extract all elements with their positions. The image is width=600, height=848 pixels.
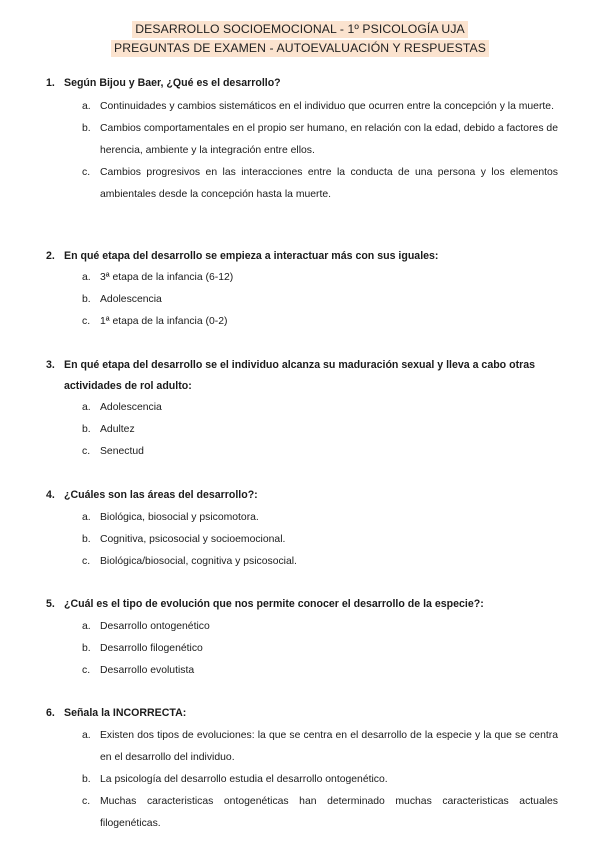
option-text: Biológica/biosocial, cognitiva y psicosocial.: [100, 556, 297, 567]
option-label: a.: [82, 272, 91, 283]
option-c: [46, 162, 558, 206]
option-label: c.: [82, 446, 91, 457]
question-number: 1.: [46, 77, 55, 89]
option-a: [46, 96, 558, 118]
option-text: Biológica, biosocial y psicomotora.: [100, 512, 259, 523]
question-text: Según Bijou y Baer, ¿Qué es el desarrollo?: [64, 77, 281, 89]
question-text: En qué etapa del desarrollo se el individuo alcanza su maduración sexual y lleva a cabo otras actividades de rol adulto:: [64, 359, 536, 392]
option-text: 1ª etapa de la infancia (0-2): [100, 316, 228, 327]
question-number: 6.: [46, 707, 55, 719]
option-text: Desarrollo evolutista: [100, 665, 195, 676]
option-c: [46, 791, 558, 835]
option-text: Desarrollo filogenético: [100, 643, 203, 654]
option-b: [46, 638, 558, 660]
question-text: ¿Cuáles son las áreas del desarrollo?:: [64, 489, 258, 501]
question-number: 4.: [46, 489, 55, 501]
question-number: 2.: [46, 250, 55, 262]
option-text: Cognitiva, psicosocial y socioemocional.: [100, 534, 286, 545]
question-title: [46, 485, 558, 506]
option-text: Existen dos tipos de evoluciones: la que se centra en el desarrollo de la especie y la que se centra en el desarrollo del individuo.: [100, 730, 558, 763]
question-text: Señala la INCORRECTA:: [64, 707, 187, 719]
question-title: [46, 355, 558, 397]
option-label: b.: [82, 534, 91, 545]
option-a: [46, 616, 558, 638]
option-text: Continuidades y cambios sistemáticos en el individuo que ocurren entre la concepción y la muerte.: [100, 101, 554, 112]
option-label: c.: [82, 665, 91, 676]
option-label: b.: [82, 424, 91, 435]
question-6: [46, 703, 558, 835]
option-label: c.: [82, 796, 91, 807]
option-a: [46, 507, 558, 529]
question-4: [46, 485, 558, 573]
question-title: [46, 246, 558, 267]
option-b: [46, 769, 558, 791]
option-label: b.: [82, 774, 91, 785]
question-text: En qué etapa del desarrollo se empieza a interactuar más con sus iguales:: [64, 250, 439, 262]
question-number: 3.: [46, 359, 55, 371]
option-a: [46, 397, 558, 419]
question-text: ¿Cuál es el tipo de evolución que nos permite conocer el desarrollo de la especie?:: [64, 598, 484, 610]
option-label: a.: [82, 730, 91, 741]
option-c: [46, 660, 558, 682]
option-text: Cambios progresivos en las interacciones entre la conducta de una persona y los elementos ambientales desde la concepción hasta la muerte.: [100, 167, 558, 200]
question-title: [46, 703, 558, 724]
question-title: [46, 594, 558, 615]
option-label: c.: [82, 316, 91, 327]
option-b: [46, 289, 558, 311]
option-text: Senectud: [100, 446, 144, 457]
document-header: [0, 20, 600, 58]
option-a: [46, 725, 558, 769]
option-text: Desarrollo ontogenético: [100, 621, 210, 632]
option-label: b.: [82, 123, 91, 134]
option-text: La psicología del desarrollo estudia el desarrollo ontogenético.: [100, 774, 388, 785]
option-text: Adultez: [100, 424, 135, 435]
option-label: b.: [82, 294, 91, 305]
option-label: a.: [82, 512, 91, 523]
option-label: b.: [82, 643, 91, 654]
option-text: Cambios comportamentales en el propio ser humano, en relación con la edad, debido a factores de herencia, ambiente y la integración entre ellos.: [100, 123, 558, 156]
option-c: [46, 441, 558, 463]
option-b: [46, 118, 558, 162]
option-text: Adolescencia: [100, 294, 162, 305]
header-subtitle: PREGUNTAS DE EXAMEN - AUTOEVALUACIÓN Y RESPUESTAS: [111, 40, 489, 57]
option-label: c.: [82, 556, 91, 567]
option-text: 3ª etapa de la infancia (6-12): [100, 272, 234, 283]
option-text: Muchas caracteristicas ontogenéticas han determinado muchas caracteristicas actuales filogenéticas.: [100, 796, 558, 829]
question-number: 5.: [46, 598, 55, 610]
option-label: c.: [82, 167, 91, 178]
question-2: [46, 246, 558, 333]
option-label: a.: [82, 621, 91, 632]
option-a: [46, 267, 558, 289]
option-b: [46, 419, 558, 441]
option-label: a.: [82, 101, 91, 112]
question-3: [46, 355, 558, 463]
question-5: [46, 594, 558, 682]
option-text: Adolescencia: [100, 402, 162, 413]
option-label: a.: [82, 402, 91, 413]
question-1: [46, 73, 558, 206]
question-title: [46, 73, 558, 94]
option-b: [46, 529, 558, 551]
header-title: DESARROLLO SOCIOEMOCIONAL - 1º PSICOLOGÍA UJA: [132, 21, 468, 38]
option-c: [46, 551, 558, 573]
option-c: [46, 311, 558, 333]
